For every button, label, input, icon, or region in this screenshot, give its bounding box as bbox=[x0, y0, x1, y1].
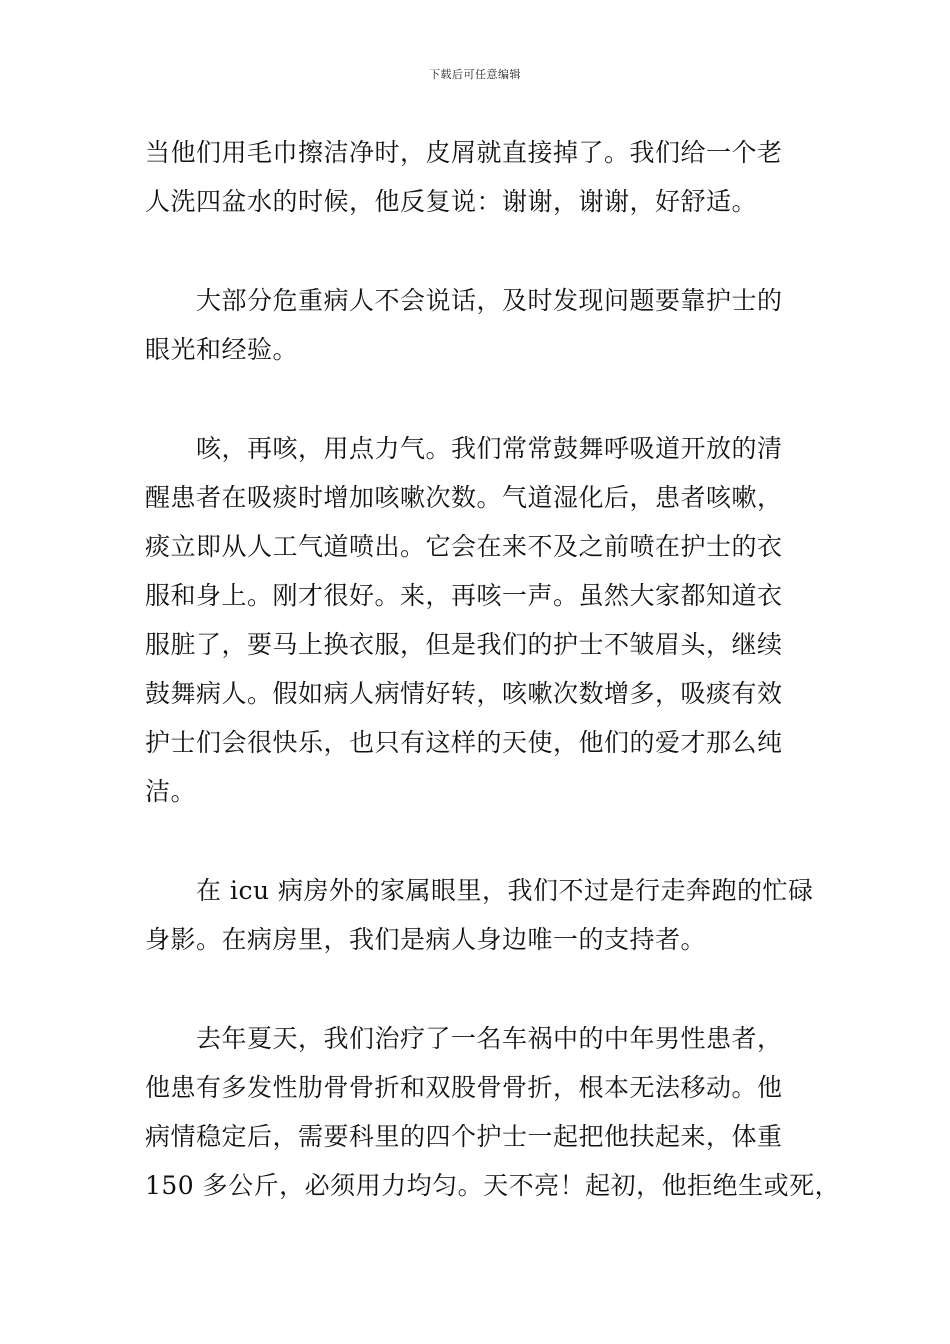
paragraph-line: 人洗四盆水的时候，他反复说：谢谢，谢谢，好舒适。 bbox=[145, 187, 758, 216]
paragraph-line: 大部分危重病人不会说话，及时发现问题要靠护士的 bbox=[196, 286, 783, 315]
paragraph-line: 护士们会很快乐，也只有这样的天使，他们的爱才那么纯 bbox=[145, 728, 783, 757]
paragraph-line: 当他们用毛巾擦洁净时，皮屑就直接掉了。我们给一个老 bbox=[145, 138, 783, 167]
paragraph-line: 咳，再咳，用点力气。我们常常鼓舞呼吸道开放的清 bbox=[196, 434, 783, 463]
paragraph-line: 服和身上。刚才很好。来，再咳一声。虽然大家都知道衣 bbox=[145, 581, 783, 610]
paragraph-line: 在 icu 病房外的家属眼里，我们不过是行走奔跑的忙碌 bbox=[196, 876, 814, 905]
paragraph-5 bbox=[145, 1014, 841, 1210]
paragraph-line: 洁。 bbox=[145, 777, 197, 806]
paragraph-3 bbox=[145, 424, 835, 816]
body-text bbox=[145, 128, 841, 1260]
paragraph-line: 150 多公斤，必须用力均匀。天不亮！起初，他拒绝生或死， bbox=[145, 1171, 841, 1200]
paragraph-line: 病情稳定后，需要科里的四个护士一起把他扶起来，体重 bbox=[145, 1122, 783, 1151]
paragraph-line: 痰立即从人工气道喷出。它会在来不及之前喷在护士的衣 bbox=[145, 532, 783, 561]
paragraph-line: 鼓舞病人。假如病人病情好转，咳嗽次数增多，吸痰有效 bbox=[145, 679, 783, 708]
paragraph-line: 他患有多发性肋骨骨折和双股骨骨折，根本无法移动。他 bbox=[145, 1073, 783, 1102]
paragraph-2 bbox=[145, 276, 835, 374]
paragraph-line: 眼光和经验。 bbox=[145, 335, 299, 364]
paragraph-line: 服脏了，要马上换衣服，但是我们的护士不皱眉头，继续 bbox=[145, 630, 783, 659]
paragraph-line: 身影。在病房里，我们是病人身边唯一的支持者。 bbox=[145, 925, 707, 954]
header-note: 下载后可任意编辑 bbox=[429, 68, 521, 81]
paragraph-line: 醒患者在吸痰时增加咳嗽次数。气道湿化后，患者咳嗽， bbox=[145, 483, 783, 512]
paragraph-1 bbox=[145, 128, 835, 226]
paragraph-line: 去年夏天，我们治疗了一名车祸中的中年男性患者， bbox=[196, 1024, 783, 1053]
paragraph-4 bbox=[145, 866, 835, 964]
